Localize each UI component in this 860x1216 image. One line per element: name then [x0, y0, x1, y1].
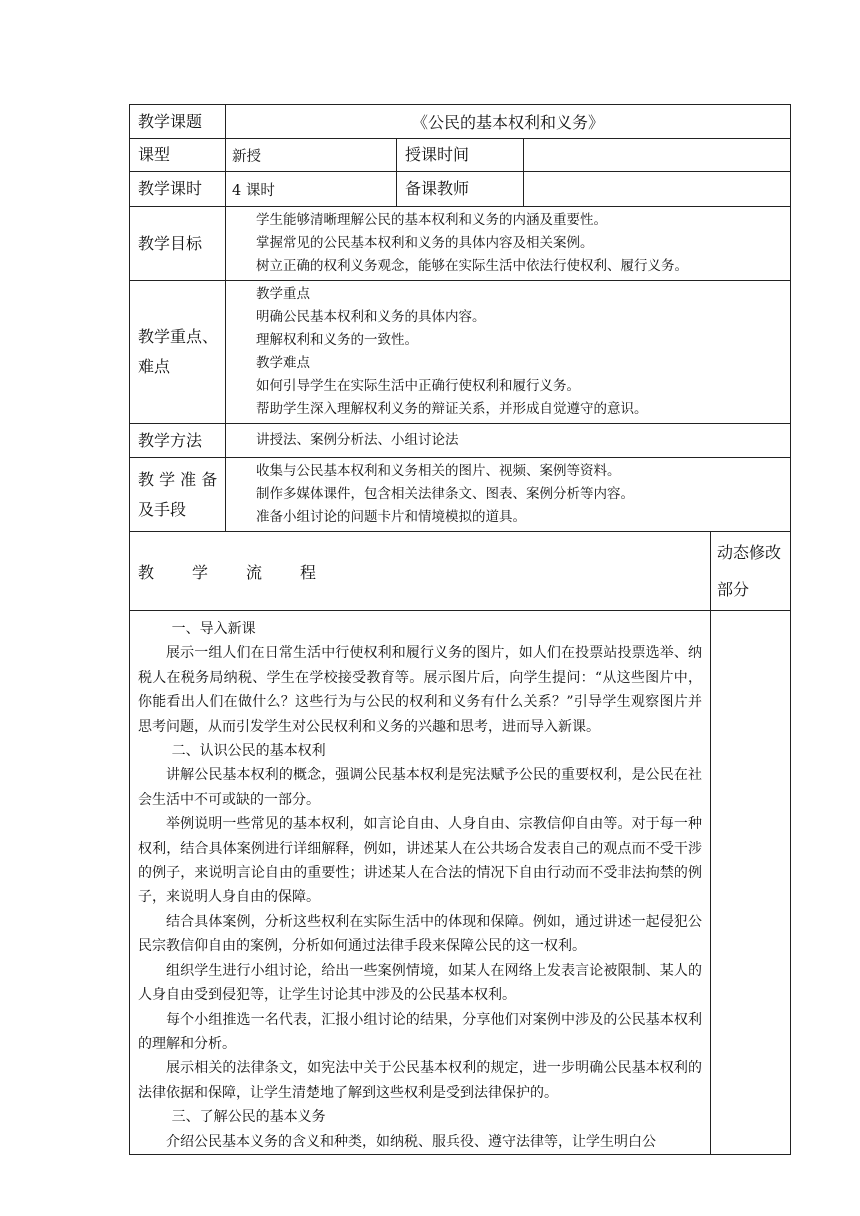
key-points-cell [226, 281, 791, 424]
hours-value: 4 课时 [226, 172, 397, 207]
section-heading: 二、认识公民的基本权利 [171, 743, 326, 760]
key-points-row [130, 281, 791, 424]
key-point-line: 教学难点 [256, 355, 310, 371]
teacher-value [524, 172, 791, 207]
topic-row [130, 105, 791, 139]
topic-value: 《公民的基本权利和义务》 [226, 105, 791, 139]
method-label: 教学方法 [130, 424, 226, 458]
goal-line: 树立正确的权利义务观念，能够在实际生活中依法行使权利、履行义务。 [256, 258, 688, 274]
hours-row [130, 172, 791, 207]
paragraph: 介绍公民基本义务的含义和种类，如纳税、服兵役、遵守法律等，让学生明白公 [166, 1133, 656, 1150]
paragraph: 讲解公民基本权利的概念，强调公民基本权利是宪法赋予公民的重要权利，是公民在社会生活中不可或缺的一部分。 [138, 767, 702, 808]
type-value: 新授 [226, 139, 397, 172]
paragraph: 每个小组推选一名代表，汇报小组讨论的结果，分享他们对案例中涉及的公民基本权利的理解和分析。 [138, 1011, 702, 1052]
section-heading: 三、了解公民的基本义务 [171, 1109, 326, 1126]
key-point-line: 教学重点 [256, 286, 310, 302]
dynamic-notes-cell [711, 611, 791, 1155]
teacher-label: 备课教师 [397, 172, 524, 207]
section-heading: 一、导入新课 [171, 621, 256, 637]
flow-heading-char: 学 [192, 562, 209, 582]
flow-heading-char: 程 [300, 562, 317, 582]
key-points-label [130, 281, 226, 424]
prep-line: 准备小组讨论的问题卡片和情境模拟的道具。 [256, 509, 526, 525]
key-point-line: 如何引导学生在实际生活中正确行使权利和履行义务。 [256, 378, 580, 394]
flow-heading-char: 教 [138, 562, 155, 582]
flow-heading [130, 532, 711, 611]
goal-line: 学生能够清晰理解公民的基本权利和义务的内涵及重要性。 [256, 212, 607, 228]
hours-label: 教学课时 [130, 172, 226, 207]
prep-label-line1: 教 学 准 备 [138, 469, 218, 489]
key-point-line: 理解权利和义务的一致性。 [256, 332, 418, 348]
dynamic-label [711, 532, 791, 611]
prep-line: 收集与公民基本权利和义务相关的图片、视频、案例等资料。 [256, 463, 621, 479]
type-row [130, 139, 791, 172]
paragraph: 举例说明一些常见的基本权利，如言论自由、人身自由、宗教信仰自由等。对于每一种权利，结合具体案例进行详细解释，例如，讲述某人在公共场合发表自己的观点而不受干涉的例子，来说明言论自由的重要性；讲述某人在合法的情况下自由行动而不受非法拘禁的例子，来说明人身自由的保障。 [138, 816, 702, 906]
key-points-label-line1: 教学重点、 [138, 327, 219, 346]
method-value: 讲授法、案例分析法、小组讨论法 [226, 424, 791, 458]
goals-cell [226, 207, 791, 281]
key-point-line: 明确公民基本权利和义务的具体内容。 [256, 309, 486, 325]
time-value [524, 139, 791, 172]
flow-header-row [130, 532, 791, 611]
dynamic-label-line2: 部分 [717, 580, 750, 599]
flow-content-row [130, 611, 791, 1155]
flow-content [130, 611, 711, 1155]
prep-label-line2: 及手段 [138, 499, 187, 519]
goals-label: 教学目标 [130, 207, 226, 281]
goals-row [130, 207, 791, 281]
prep-cell [226, 458, 791, 532]
key-point-line: 帮助学生深入理解权利义务的辩证关系，并形成自觉遵守的意识。 [256, 401, 648, 417]
lesson-plan-table [129, 104, 791, 1155]
time-label: 授课时间 [397, 139, 524, 172]
paragraph: 结合具体案例，分析这些权利在实际生活中的体现和保障。例如，通过讲述一起侵犯公民宗教信仰自由的案例，分析如何通过法律手段来保障公民的这一权利。 [138, 913, 702, 955]
topic-label: 教学课题 [130, 105, 226, 139]
goal-line: 掌握常见的公民基本权利和义务的具体内容及相关案例。 [256, 235, 594, 251]
prep-label [130, 458, 226, 532]
prep-line: 制作多媒体课件，包含相关法律条文、图表、案例分析等内容。 [256, 486, 634, 502]
dynamic-label-line1: 动态修改 [717, 543, 782, 562]
prep-row [130, 458, 791, 532]
paragraph: 展示一组人们在日常生活中行使权利和履行义务的图片，如人们在投票站投票选举、纳税人在税务局纳税、学生在学校接受教育等。展示图片后，向学生提问：“从这些图片中，你能看出人们在做什么？这些行为与公民的权利和义务有什么关系？”引导学生观察图片并思考问题，从而引发学生对公民权利和义务的兴趣和思考，进而导入新课。 [138, 645, 702, 735]
paragraph: 展示相关的法律条文，如宪法中关于公民基本权利的规定，进一步明确公民基本权利的法律依据和保障，让学生清楚地了解到这些权利是受到法律保护的。 [138, 1060, 702, 1101]
paragraph: 组织学生进行小组讨论，给出一些案例情境，如某人在网络上发表言论被限制、某人的人身自由受到侵犯等，让学生讨论其中涉及的公民基本权利。 [138, 962, 702, 1004]
key-points-label-line2: 难点 [138, 357, 171, 376]
flow-heading-char: 流 [246, 562, 263, 582]
type-label: 课型 [130, 139, 226, 172]
method-row [130, 424, 791, 458]
